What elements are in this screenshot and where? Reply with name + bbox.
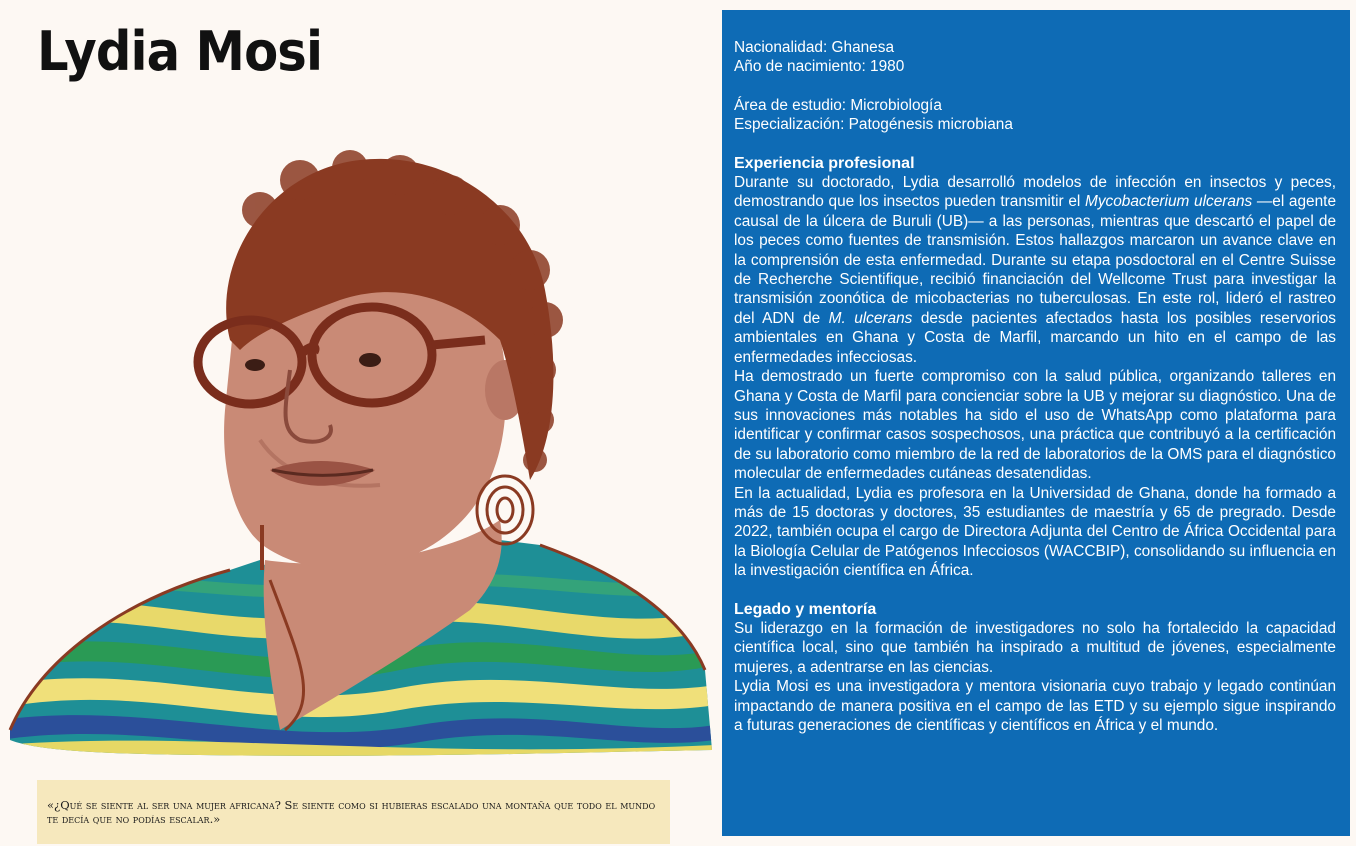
bio-panel	[722, 10, 1350, 836]
earring	[477, 476, 533, 544]
page-title: Lydia Mosi	[37, 20, 323, 83]
experience-heading: Experiencia profesional	[734, 154, 915, 172]
birth-year: Año de nacimiento: 1980	[734, 58, 905, 76]
experience-paragraph-2: Ha demostrado un fuerte compromiso con la salud pública, organizando talleres en Ghana y Costa de Marfil para concienciar sobre la UB y mejorar su diagnóstico. Una de sus innovaciones más notables ha sido el uso de WhatsApp como plataforma para identificar y confirmar casos sospechosos, una práctica que contribuyó a la certificación de su laboratorio como miembro de la red de laboratorios de la OMS para el diagnóstico molecular de enfermedades cutáneas desatendidas.	[734, 368, 1336, 483]
study-area: Área de estudio: Microbiología	[734, 96, 942, 114]
nationality: Nacionalidad: Ghanesa	[734, 39, 895, 56]
experience-paragraph-1: Durante su doctorado, Lydia desarrolló modelos de infección en insectos y peces, demostrando que los insectos pueden transmitir el Mycobacterium ulcerans —el agente causal de la úlcera de Buruli (UB)— a las personas, mientras que descartó el papel de los peces como fuentes de transmisión. Estos hallazgos marcaron un avance clave en la comprensión de esta enfermedad. Durante su etapa posdoctoral en el Centre Suisse de Recherche Scientifique, recibió financiación del Wellcome Trust para investigar la transmisión zoonótica de micobacterias no tuberculosas. En este rol, lideró el rastreo del ADN de M. ulcerans desde pacientes afectados hasta los posibles reservorios ambientales en Ghana y Costa de Marfil, marcando un hito en el campo de las enfermedades infecciosas.	[734, 174, 1337, 366]
quote-box	[37, 780, 670, 844]
quote-text: «¿Qué se siente al ser una mujer africana? Se siente como si hubieras escalado una montaña que todo el mundo te decía que no podías escalar.»	[47, 798, 656, 826]
specialization: Especialización: Patogénesis microbiana	[734, 116, 1013, 134]
experience-paragraph-3: En la actualidad, Lydia es profesora en la Universidad de Ghana, donde ha formado a más de 15 doctoras y doctores, 35 estudiantes de maestría y 65 de pregrado. Desde 2022, también ocupa el cargo de Directora Adjunta del Centro de África Occidental para la Biología Celular de Patógenos Infecciosos (WACCBIP), consolidando su influencia en la investigación científica en África.	[734, 484, 1336, 580]
portrait-illustration	[0, 140, 715, 770]
legacy-paragraph-2: Lydia Mosi es una investigadora y mentora visionaria cuyo trabajo y legado continúan impactando de manera positiva en el campo de las ETD y su ejemplo sigue inspirando a futuras generaciones de científicas y científicos en África y el mundo.	[734, 678, 1336, 734]
legacy-paragraph-1: Su liderazgo en la formación de investigadores no solo ha fortalecido la capacidad científica local, sino que también ha inspirado a multitud de jóvenes, especialmente mujeres, a adentrarse en las ciencias.	[734, 619, 1336, 676]
legacy-heading: Legado y mentoría	[734, 600, 877, 618]
